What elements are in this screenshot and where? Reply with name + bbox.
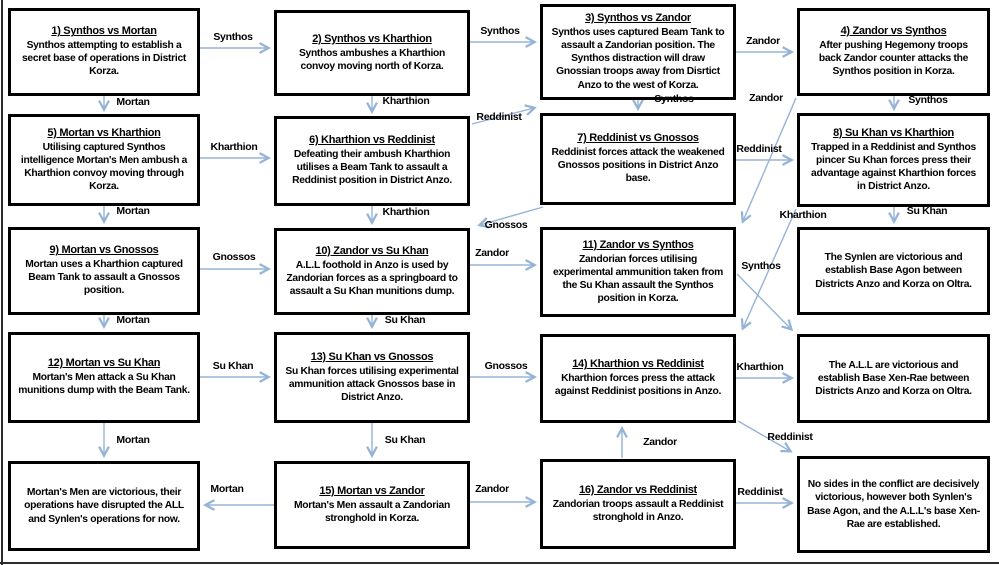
edge-label-8-synlen: Su Khan bbox=[906, 205, 948, 217]
battle-title: 9) Mortan vs Gnossos bbox=[49, 244, 159, 257]
edge-label-13-15: Su Khan bbox=[384, 434, 426, 446]
battle-description: Kharthion forces press the attack against Reddinist positions in Anzo. bbox=[554, 373, 722, 398]
battle-description: Zandorian troops assault a Reddinist stronghold in Anzo. bbox=[552, 498, 724, 523]
battle-node-13 bbox=[274, 332, 470, 423]
battle-description: Su Khan forces utilising experimental ammunition attack Gnossos base in District Anzo. bbox=[285, 365, 459, 403]
battle-title: 4) Zandor vs Synthos bbox=[840, 25, 947, 38]
edge-label-2-6: Kharthion bbox=[382, 95, 430, 107]
battle-node-2 bbox=[274, 10, 470, 96]
battle-node-7 bbox=[540, 113, 736, 205]
edge-label-11-all: Synthos bbox=[741, 260, 781, 272]
outcome-description: The Synlen are victorious and establish Base Agon between Districts Anzo and Korza on Oltra. bbox=[815, 252, 972, 290]
battle-node-9 bbox=[8, 227, 200, 315]
edge-label-16-14: Zandor bbox=[643, 436, 677, 448]
battle-node-16 bbox=[540, 459, 736, 549]
battle-node-4 bbox=[797, 8, 990, 96]
edge-label-10-13: Su Khan bbox=[384, 314, 426, 326]
edge-label-9-10: Gnossos bbox=[212, 251, 256, 263]
battle-title: 12) Mortan vs Su Khan bbox=[47, 357, 161, 370]
battle-node-11 bbox=[540, 227, 736, 317]
edge-label-5-9: Mortan bbox=[116, 205, 150, 217]
battle-title: 10) Zandor vs Su Khan bbox=[315, 244, 429, 257]
battle-description: Zandorian forces utilising experimental ammunition taken from the Su Khan assault the Synthos position in Korza. bbox=[552, 253, 724, 305]
battle-description: Utilising captured Synthos intelligence Mortan's Men ambush a Kharthion convoy moving through Korza. bbox=[20, 141, 188, 193]
outcome-description: No sides in the conflict are decisively victorious, however both Synlen's Base Agon, and the A.L.L's base Xen-Rae are established. bbox=[807, 479, 980, 530]
battle-description: Mortan uses a Kharthion captured Beam Tank to assault a Gnossos position. bbox=[25, 259, 183, 297]
battle-title: 7) Reddinist vs Gnossos bbox=[577, 132, 699, 145]
battle-description: Mortan's Men assault a Zandorian stronghold in Korza. bbox=[294, 499, 450, 524]
battle-title: 15) Mortan vs Zandor bbox=[319, 484, 425, 497]
battle-node-6 bbox=[274, 116, 470, 206]
edge-label-12-mortan: Mortan bbox=[116, 434, 150, 446]
battle-title: 1) Synthos vs Mortan bbox=[51, 25, 157, 38]
battle-description: Mortan's Men attack a Su Khan munitions dump with the Beam Tank. bbox=[18, 372, 190, 397]
battle-node-3 bbox=[540, 4, 736, 100]
battle-title: 14) Kharthion vs Reddinist bbox=[572, 358, 704, 371]
battle-node-5 bbox=[8, 114, 200, 206]
edge-label-10-11: Zandor bbox=[475, 247, 509, 259]
battle-description: A.L.L foothold in Anzo is used by Zandorian forces as a springboard to assault a Su Khan munitions dump. bbox=[286, 259, 458, 297]
edge-label-9-12: Mortan bbox=[116, 314, 150, 326]
battle-node-8 bbox=[797, 113, 990, 207]
outcome-node-mortan-victory bbox=[8, 461, 200, 551]
edge-label-4-11: Zandor bbox=[749, 92, 783, 104]
edge-label-1-5: Mortan bbox=[116, 96, 150, 108]
battle-title: 11) Zandor vs Synthos bbox=[582, 238, 694, 251]
outcome-node-draw bbox=[797, 456, 990, 553]
edge-label-2-3: Synthos bbox=[480, 25, 520, 37]
battle-description: Synthos uses captured Beam Tank to assault a Zandorian position. The Synthos distraction will draw Gnossian troops away from Disrtict Anzo to the west of Korza. bbox=[551, 26, 725, 91]
battle-node-14 bbox=[540, 334, 736, 423]
battle-title: 6) Kharthion vs Reddinist bbox=[309, 134, 435, 147]
battle-node-15 bbox=[274, 461, 470, 549]
battle-description: Synthos attempting to establish a secret base of operations in District Korza. bbox=[22, 40, 186, 78]
edge-label-3-4: Zandor bbox=[746, 35, 780, 47]
battle-node-10 bbox=[274, 228, 470, 315]
outcome-node-synlen-victory bbox=[797, 227, 990, 315]
edge-label-6-10: Kharthion bbox=[382, 206, 430, 218]
battle-title: 8) Su Khan vs Kharthion bbox=[833, 126, 954, 139]
edge-label-5-6: Kharthion bbox=[210, 141, 258, 153]
battle-title: 13) Su Khan vs Gnossos bbox=[310, 350, 434, 363]
battle-description: Synthos ambushes a Kharthion convoy moving north of Korza. bbox=[298, 47, 446, 72]
edge-label-16-draw: Reddinist bbox=[737, 486, 783, 498]
edge-label-7-10: Gnossos bbox=[484, 219, 528, 231]
battle-title: 5) Mortan vs Kharthion bbox=[47, 126, 161, 139]
edge-label-6-7: Reddinist bbox=[476, 111, 522, 123]
edge-label-14-draw: Reddinist bbox=[767, 431, 813, 443]
edge-label-4-8: Synthos bbox=[908, 94, 948, 106]
battle-title: 3) Synthos vs Zandor bbox=[585, 12, 691, 25]
edge-label-1-2: Synthos bbox=[213, 31, 253, 43]
battle-node-1 bbox=[8, 8, 200, 96]
edge-label-8-14: Kharthion bbox=[779, 209, 827, 221]
battle-node-12 bbox=[8, 332, 200, 423]
edge-label-3-7: Synthos bbox=[654, 93, 694, 105]
outcome-description: The A.L.L are victorious and establish Base Xen-Rae between Districts Anzo and Korza on Oltra. bbox=[815, 359, 972, 398]
battle-description: Trapped in a Reddinist and Synthos pincer Su Khan forces press their advantage against Kharthion forces in District Anzo. bbox=[811, 141, 976, 193]
battle-description: Reddinist forces attack the weakened Gnossos positions in District Anzo base. bbox=[551, 147, 725, 185]
edge-label-7-8: Reddinist bbox=[736, 143, 782, 155]
battle-description: After pushing Hegemony troops back Zandor counter attacks the Synthos position in Korza. bbox=[818, 40, 969, 78]
edge-label-14-all: Kharthion bbox=[736, 361, 784, 373]
outcome-node-all-victory bbox=[797, 334, 990, 423]
edge-label-15-mortan: Mortan bbox=[210, 483, 244, 495]
edge-label-15-16: Zandor bbox=[475, 483, 509, 495]
battle-title: 16) Zandor vs Reddinist bbox=[579, 483, 697, 496]
battle-title: 2) Synthos vs Kharthion bbox=[312, 32, 432, 45]
edge-label-13-14: Gnossos bbox=[484, 360, 528, 372]
edge-label-12-13: Su Khan bbox=[212, 360, 254, 372]
outcome-description: Mortan's Men are victorious, their operations have disrupted the ALL and Synlen's operations for now. bbox=[24, 487, 184, 525]
battle-description: Defeating their ambush Kharthion utilises a Beam Tank to assault a Reddinist position in District Anzo. bbox=[292, 149, 452, 187]
